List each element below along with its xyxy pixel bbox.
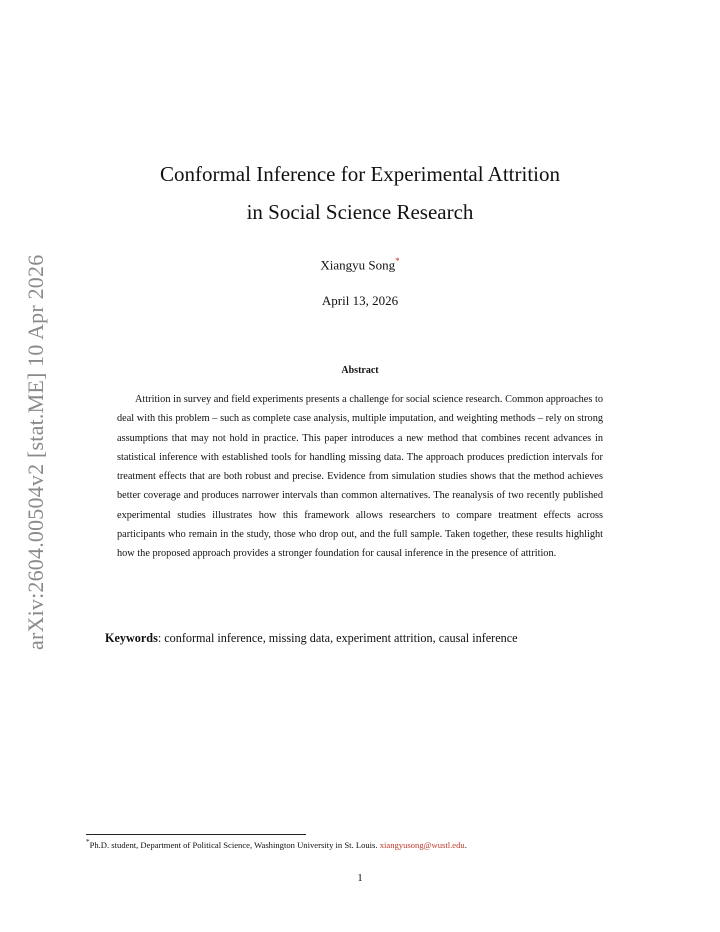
paper-title — [100, 155, 620, 231]
author-name: Xiangyu Song — [320, 257, 396, 273]
footnote-mark: * — [86, 838, 90, 846]
keywords-label: Keywords — [105, 631, 158, 645]
arxiv-identifier-stamp: arXiv:2604.00504v2 [stat.ME] 10 Apr 2026 — [23, 254, 48, 650]
abstract-heading: Abstract — [341, 365, 379, 376]
keywords-line — [105, 631, 625, 646]
paper-title-line-2: in Social Science Research — [246, 200, 474, 224]
author-footnote-mark[interactable]: * — [395, 256, 400, 266]
author-footnote — [86, 838, 646, 850]
footnote-text: Ph.D. student, Department of Political Science, Washington University in St. Louis. — [89, 839, 378, 850]
footnote-end: . — [464, 839, 467, 850]
publication-date: April 13, 2026 — [321, 293, 399, 308]
keywords-separator: : — [157, 631, 162, 645]
author-line — [160, 256, 560, 273]
paper-title-line-1: Conformal Inference for Experimental Attrition — [159, 162, 561, 186]
footnote-divider — [86, 834, 306, 835]
abstract-text: Attrition in survey and field experiments presents a challenge for social science research. Common approaches to deal with this problem – such as complete case analysis, multiple imputation, and weighting methods – rely on strong assumptions that may not hold in practice. This paper introduces a new method that combines recent advances in statistical inference with established tools for handling missing data. The approach produces prediction intervals for treatment effects that are both robust and precise. Evidence from simulation studies shows that the method achieves better coverage and produces narrower intervals than common alternatives. The reanalysis of two recently published experimental studies illustrates how this framework allows researchers to compare treatment effects across participants who remain in the study, those who drop out, and the full sample. Taken together, these results highlight how the proposed approach provides a stronger foundation for causal inference in the presence of attrition. — [117, 394, 603, 560]
author-email-link[interactable]: xiangyusong@wustl.edu — [379, 839, 465, 850]
page-number: 1 — [357, 872, 363, 884]
keywords-values: conformal inference, missing data, experiment attrition, causal inference — [164, 631, 518, 645]
